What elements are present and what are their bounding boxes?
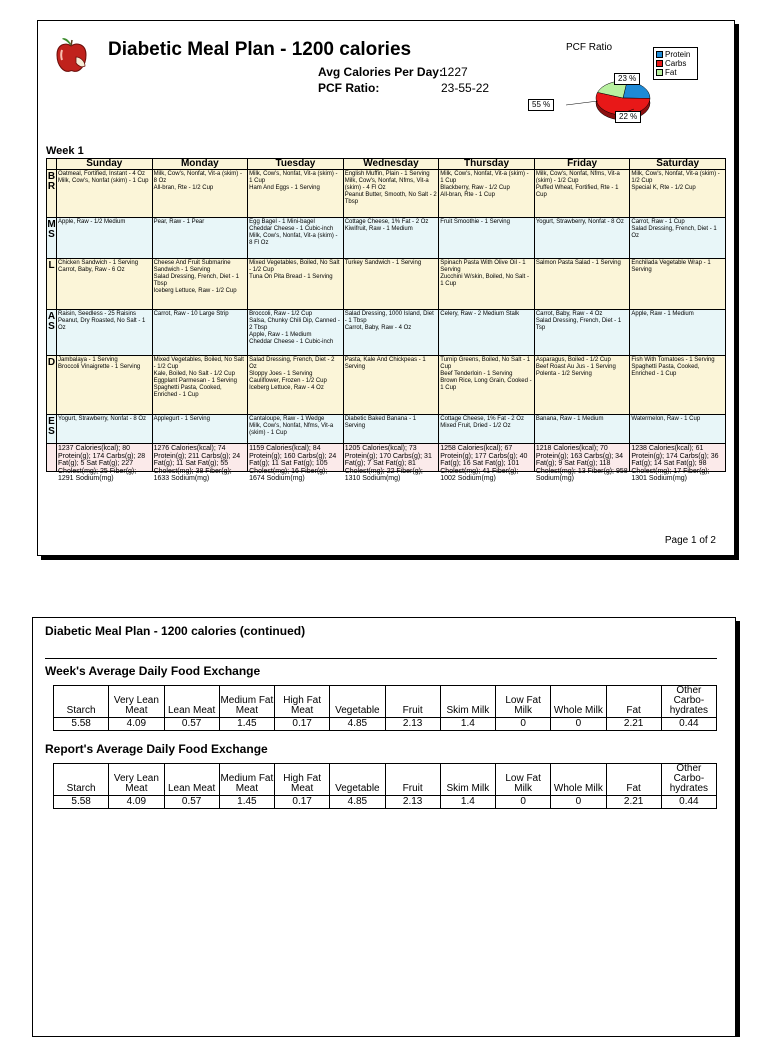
report-exchange-body [54, 764, 717, 809]
food-item: Ham And Eggs - 1 Serving [249, 185, 320, 191]
report-exchange-value-cell: 5.58 [54, 796, 109, 809]
legend-swatch-protein [656, 51, 663, 58]
pcf-chart-title: PCF Ratio [566, 42, 613, 53]
apple-logo-icon [54, 35, 88, 75]
legend-label-carbs: Carbs [665, 59, 687, 68]
meal-cell-sunday [57, 356, 153, 415]
food-item: Peanut, Dry Roasted, No Salt - 1 Oz [58, 318, 146, 331]
day-header-row [47, 159, 726, 170]
food-item: Cottage Cheese, 1% Fat - 2 Oz [440, 416, 524, 422]
week-exchange-header-cell: Low Fat Milk [496, 686, 551, 718]
food-item: Chicken Sandwich - 1 Serving [58, 260, 139, 266]
food-item: Salad Dressing, French, Diet - 1 Oz [631, 226, 717, 239]
food-item: Spinach Pasta With Olive Oil - 1 Serving [440, 260, 526, 273]
report-exchange-value-row [54, 796, 717, 809]
nutrition-totals: 1238 Calories(kcal); 61 Protein(g); 174 Carbs(g); 36 Fat(g); 14 Sat Fat(g); 98 Cholest(mg); 17 Fiber(g); 1301 Sodium(mg) [631, 445, 719, 482]
week-exchange-value-cell: 2.21 [606, 718, 661, 731]
food-item: Brown Rice, Long Grain, Cooked - 1 Cup [440, 378, 532, 391]
day-header-tuesday: Tuesday [248, 159, 344, 170]
food-item: Fish With Tomatoes - 1 Serving [631, 357, 715, 363]
food-item: Cauliflower, Frozen - 1/2 Cup [249, 378, 327, 384]
week-exchange-value-cell: 2.13 [385, 718, 440, 731]
report-exchange-header-cell: Medium Fat Meat [219, 764, 274, 796]
food-item: Milk, Cow's, Nonfat, Vit-a (skim) - 1 Cup [249, 171, 338, 184]
pie-label-carbs: 55 % [528, 99, 554, 111]
meal-cell-friday [534, 356, 630, 415]
food-item: Milk, Cow's, Nonfat, Nfms, Vit-a (skim) - 4 Fl Oz [344, 178, 429, 191]
food-item: All-bran, Rte - 1/2 Cup [153, 185, 214, 191]
food-item: Apple, Raw - 1/2 Medium [58, 219, 126, 225]
food-item: Enchilada Vegetable Wrap - 1 Serving [631, 260, 711, 273]
food-item: Cheese And Fruit Submarine Sandwich - 1 Serving [153, 260, 231, 273]
report-exchange-header-cell: Fruit [385, 764, 440, 796]
food-item: Yogurt, Strawberry, Nonfat - 8 Oz [58, 416, 147, 422]
week-exchange-header-cell: Fat [606, 686, 661, 718]
report-exchange-header-cell: Lean Meat [164, 764, 219, 796]
meal-cell-wednesday [343, 259, 439, 310]
food-item: Spaghetti Pasta, Cooked, Enriched - 1 Cup [631, 364, 700, 377]
food-item: Salad Dressing, French, Diet - 1 Tsp [535, 318, 622, 331]
meal-cell-friday [534, 170, 630, 218]
food-item: Pear, Raw - 1 Pear [153, 219, 205, 225]
meal-code-cell [47, 259, 57, 310]
meal-code-letter: M [47, 219, 56, 230]
meal-cell-thursday [439, 356, 535, 415]
food-item: Puffed Wheat, Fortified, Rte - 1 Cup [535, 185, 619, 198]
meal-code-cell [47, 170, 57, 218]
totals-cell-friday [534, 444, 630, 482]
food-item: Kale, Boiled, No Salt - 1/2 Cup [153, 371, 235, 377]
report-exchange-header-cell: Skim Milk [440, 764, 495, 796]
food-item: Turnip Greens, Boiled, No Salt - 1 Cup [440, 357, 531, 370]
meal-cell-saturday [630, 218, 726, 259]
food-item: Pasta, Kale And Chickpeas - 1 Serving [344, 357, 426, 370]
report-exchange-title: Report's Average Daily Food Exchange [45, 742, 268, 756]
food-item: Diabetic Baked Banana - 1 Serving [344, 416, 417, 429]
meal-cell-thursday [439, 259, 535, 310]
report-exchange-header-row [54, 764, 717, 796]
divider [45, 658, 717, 659]
meal-cell-monday [152, 259, 248, 310]
meal-code-letter: D [47, 357, 56, 368]
report-page-2 [32, 617, 736, 1037]
meal-cell-friday [534, 310, 630, 356]
nutrition-totals: 1237 Calories(kcal); 80 Protein(g); 174 Carbs(g); 28 Fat(g); 5 Sat Fat(g); 227 Cholest(mg); 25 Fiber(g); 1291 Sodium(mg) [58, 445, 146, 482]
meal-cell-friday [534, 415, 630, 444]
food-item: Eggplant Parmesan - 1 Serving [153, 378, 237, 384]
week-exchange-value-cell: 5.58 [54, 718, 109, 731]
meal-code-letter: S [48, 426, 55, 437]
meal-cell-monday [152, 415, 248, 444]
food-item: Cantaloupe, Raw - 1 Wedge [249, 416, 325, 422]
week-exchange-header-cell: Lean Meat [164, 686, 219, 718]
meal-cell-tuesday [248, 415, 344, 444]
meal-cell-tuesday [248, 356, 344, 415]
food-item: Carrot, Baby, Raw - 4 Oz [535, 311, 603, 317]
report-exchange-header-cell: Whole Milk [551, 764, 606, 796]
meal-code-cell [47, 218, 57, 259]
meal-code-letter: B [47, 171, 56, 182]
report-exchange-value-cell: 0.57 [164, 796, 219, 809]
meal-cell-wednesday [343, 170, 439, 218]
food-item: Salmon Pasta Salad - 1 Serving [535, 260, 621, 266]
totals-cell-saturday [630, 444, 726, 482]
week-exchange-title: Week's Average Daily Food Exchange [45, 664, 261, 678]
week-exchange-header-row [54, 686, 717, 718]
legend-item-protein [656, 50, 695, 59]
day-header-thursday: Thursday [439, 159, 535, 170]
week-exchange-header-cell: Vegetable [330, 686, 385, 718]
food-item: Salad Dressing, French, Diet - 2 Oz [249, 357, 335, 370]
food-item: Banana, Raw - 1 Medium [535, 416, 604, 422]
week-exchange-header-cell: Very Lean Meat [109, 686, 164, 718]
food-item: Celery, Raw - 2 Medium Stalk [440, 311, 520, 317]
food-item: Zucchini W/skin, Boiled, No Salt - 1 Cup [440, 274, 529, 287]
week-exchange-value-cell: 1.4 [440, 718, 495, 731]
food-item: Iceberg Lettuce, Raw - 1/2 Cup [153, 288, 237, 294]
totals-cell-tuesday [248, 444, 344, 482]
week-exchange-value-cell: 1.45 [219, 718, 274, 731]
report-exchange-value-cell: 4.09 [109, 796, 164, 809]
week-exchange-header-cell: Starch [54, 686, 109, 718]
food-item: Broccoli Vinaigrette - 1 Serving [58, 364, 141, 370]
meal-cell-monday [152, 356, 248, 415]
avg-calories-label: Avg Calories Per Day: [318, 65, 443, 79]
food-item: Milk, Cow's, Nonfat, Vit-a (skim) - 1 Cup [440, 171, 529, 184]
report-exchange-value-cell: 1.4 [440, 796, 495, 809]
report-exchange-header-cell: Other Carbo-hydrates [661, 764, 716, 796]
week-exchange-value-cell: 0 [551, 718, 606, 731]
week-exchange-value-cell: 0.57 [164, 718, 219, 731]
report-exchange-header-cell: High Fat Meat [275, 764, 330, 796]
day-header-friday: Friday [534, 159, 630, 170]
meal-cell-friday [534, 259, 630, 310]
meal-plan-table [46, 158, 726, 482]
day-header-sunday: Sunday [57, 159, 153, 170]
food-item: Tuna On Pita Bread - 1 Serving [249, 274, 333, 280]
week-exchange-value-cell: 4.85 [330, 718, 385, 731]
week-exchange-header-cell: Other Carbo-hydrates [661, 686, 716, 718]
report-exchange-header-cell: Fat [606, 764, 661, 796]
food-item: Iceberg Lettuce, Raw - 4 Oz [249, 385, 324, 391]
meal-cell-saturday [630, 170, 726, 218]
legend-label-fat: Fat [665, 68, 677, 77]
food-item: Fruit Smoothie - 1 Serving [440, 219, 510, 225]
meal-row [47, 218, 726, 259]
week-exchange-header-cell: Whole Milk [551, 686, 606, 718]
food-item: Milk, Cow's, Nonfat, Vit-a (skim) - 8 Oz [153, 171, 242, 184]
report-exchange-value-cell: 1.45 [219, 796, 274, 809]
week-exchange-body [54, 686, 717, 731]
pie-leader-line [566, 101, 598, 105]
food-item: Oatmeal, Fortified, Instant - 4 Oz [58, 171, 146, 177]
meal-cell-saturday [630, 310, 726, 356]
meal-cell-tuesday [248, 170, 344, 218]
food-item: Carrot, Raw - 10 Large Strip [153, 311, 229, 317]
food-item: Peanut Butter, Smooth, No Salt - 2 Tbsp [344, 192, 437, 205]
report-exchange-table [53, 763, 717, 809]
page2-title: Diabetic Meal Plan - 1200 calories (continued) [45, 624, 306, 638]
meal-cell-thursday [439, 170, 535, 218]
meal-cell-wednesday [343, 356, 439, 415]
week-label: Week 1 [46, 145, 84, 157]
pcf-legend [653, 47, 698, 80]
food-item: Spaghetti Pasta, Cooked, Enriched - 1 Cup [153, 385, 222, 398]
report-exchange-header-cell: Low Fat Milk [496, 764, 551, 796]
totals-cell-thursday [439, 444, 535, 482]
week-exchange-value-cell: 0.17 [275, 718, 330, 731]
food-item: Jambalaya - 1 Serving [58, 357, 118, 363]
meal-code-cell [47, 356, 57, 415]
day-header-wednesday: Wednesday [343, 159, 439, 170]
food-item: Raisin, Seedless - 25 Raisins [58, 311, 137, 317]
meal-cell-monday [152, 310, 248, 356]
meal-cell-tuesday [248, 259, 344, 310]
legend-item-carbs [656, 59, 695, 68]
corner-cell [47, 159, 57, 170]
meal-cell-friday [534, 218, 630, 259]
report-exchange-value-cell: 2.13 [385, 796, 440, 809]
meal-cell-sunday [57, 259, 153, 310]
week-exchange-header-cell: Medium Fat Meat [219, 686, 274, 718]
meal-code-letter: E [48, 416, 55, 427]
food-item: Asparagus, Boiled - 1/2 Cup [535, 357, 611, 363]
meal-code-letter: S [48, 229, 55, 240]
pcf-ratio-label: PCF Ratio: [318, 81, 380, 95]
meal-code-letter: A [47, 311, 56, 322]
report-exchange-header-cell: Starch [54, 764, 109, 796]
report-exchange-header-cell: Very Lean Meat [109, 764, 164, 796]
day-header-saturday: Saturday [630, 159, 726, 170]
food-item: Carrot, Baby, Raw - 6 Oz [58, 267, 125, 273]
food-item: Mixed Fruit, Dried - 1/2 Oz [440, 423, 511, 429]
food-item: Carrot, Raw - 1 Cup [631, 219, 685, 225]
food-item: Milk, Cow's, Nonfat (skim) - 1 Cup [58, 178, 149, 184]
meal-row [47, 356, 726, 415]
meal-cell-saturday [630, 415, 726, 444]
week-exchange-value-cell: 4.09 [109, 718, 164, 731]
page-title: Diabetic Meal Plan - 1200 calories [108, 39, 412, 60]
food-item: Cheddar Cheese - 1 Cubic-inch [249, 339, 334, 345]
page-number: Page 1 of 2 [664, 535, 716, 546]
meal-code-cell [47, 415, 57, 444]
food-item: Yogurt, Strawberry, Nonfat - 8 Oz [535, 219, 624, 225]
meal-row [47, 310, 726, 356]
food-item: Cottage Cheese, 1% Fat - 2 Oz [344, 219, 429, 225]
meal-cell-thursday [439, 415, 535, 444]
meal-cell-thursday [439, 218, 535, 259]
food-item: Blackberry, Raw - 1/2 Cup [440, 185, 510, 191]
food-item: Milk, Cow's, Nonfat, Nfms, Vit-a (skim) - 1/2 Cup [535, 171, 620, 184]
meal-cell-saturday [630, 259, 726, 310]
legend-item-fat [656, 68, 695, 77]
report-exchange-value-cell: 4.85 [330, 796, 385, 809]
food-item: Milk, Cow's, Nonfat, Nfms, Vit-a (skim) - 1 Cup [249, 423, 334, 436]
report-exchange-value-cell: 2.21 [606, 796, 661, 809]
meal-row [47, 415, 726, 444]
week-exchange-value-row [54, 718, 717, 731]
nutrition-totals: 1276 Calories(kcal); 74 Protein(g); 211 Carbs(g); 24 Fat(g); 11 Sat Fat(g); 55 Cholest(mg); 38 Fiber(g); 1633 Sodium(mg) [153, 445, 241, 482]
food-item: Cheddar Cheese - 1 Cubic-inch [249, 226, 334, 232]
food-item: Salad Dressing, French, Diet - 1 Tbsp [153, 274, 239, 287]
meal-cell-sunday [57, 415, 153, 444]
day-header-monday: Monday [152, 159, 248, 170]
meal-cell-sunday [57, 218, 153, 259]
food-item: Special K, Rte - 1/2 Cup [631, 185, 696, 191]
meal-cell-monday [152, 170, 248, 218]
totals-cell-wednesday [343, 444, 439, 482]
food-item: Polenta - 1/2 Serving [535, 371, 592, 377]
food-item: Beef Tenderloin - 1 Serving [440, 371, 513, 377]
food-item: Mixed Vegetables, Boiled, No Salt - 1/2 Cup [249, 260, 340, 273]
meal-cell-wednesday [343, 218, 439, 259]
totals-code-cell [47, 444, 57, 472]
nutrition-totals: 1159 Calories(kcal); 84 Protein(g); 160 Carbs(g); 24 Fat(g); 11 Sat Fat(g); 105 Cholest(mg); 16 Fiber(g); 1674 Sodium(mg) [249, 445, 337, 482]
week-exchange-header-cell: High Fat Meat [275, 686, 330, 718]
food-item: All-bran, Rte - 1 Cup [440, 192, 495, 198]
food-item: Salsa, Chunky Chili Dip, Canned - 2 Tbsp [249, 318, 340, 331]
food-item: Milk, Cow's, Nonfat, Vit-a (skim) - 8 Fl Oz [249, 233, 338, 246]
totals-cell-sunday [57, 444, 153, 482]
pie-label-fat: 22 % [615, 111, 641, 123]
meal-cell-thursday [439, 310, 535, 356]
meal-code-letter: S [48, 321, 55, 332]
legend-swatch-fat [656, 69, 663, 76]
food-item: Milk, Cow's, Nonfat, Vit-a (skim) - 1/2 Cup [631, 171, 720, 184]
report-exchange-value-cell: 0.44 [661, 796, 716, 809]
food-item: Mixed Vegetables, Boiled, No Salt - 1/2 Cup [153, 357, 244, 370]
food-item: Sloppy Joes - 1 Serving [249, 371, 313, 377]
totals-row [47, 444, 726, 472]
report-exchange-value-cell: 0 [551, 796, 606, 809]
food-item: Salad Dressing, 1000 Island, Diet - 1 Tbsp [344, 311, 434, 324]
meal-code-cell [47, 310, 57, 356]
pie-label-protein: 23 % [614, 73, 640, 85]
avg-calories-value: 1227 [441, 65, 468, 79]
week-exchange-value-cell: 0.44 [661, 718, 716, 731]
meal-cell-wednesday [343, 415, 439, 444]
food-item: Carrot, Baby, Raw - 4 Oz [344, 325, 412, 331]
meal-cell-tuesday [248, 218, 344, 259]
meal-cell-sunday [57, 170, 153, 218]
meal-cell-monday [152, 218, 248, 259]
legend-label-protein: Protein [665, 50, 691, 59]
nutrition-totals: 1218 Calories(kcal); 70 Protein(g); 163 Carbs(g); 34 Fat(g); 9 Sat Fat(g); 118 Cholest(mg); 13 Fiber(g); 958 Sodium(mg) [535, 445, 628, 482]
food-item: Apple, Raw - 1 Medium [249, 332, 312, 338]
meal-code-letter: L [48, 260, 55, 271]
week-exchange-table [53, 685, 717, 731]
totals-cell-monday [152, 444, 248, 482]
meal-cell-tuesday [248, 310, 344, 356]
report-exchange-value-cell: 0 [496, 796, 551, 809]
legend-swatch-carbs [656, 60, 663, 67]
week-exchange-header-cell: Fruit [385, 686, 440, 718]
meal-row [47, 259, 726, 310]
nutrition-totals: 1205 Calories(kcal); 73 Protein(g); 170 Carbs(g); 31 Fat(g); 7 Sat Fat(g); 81 Cholest(mg); 22 Fiber(g); 1310 Sodium(mg) [344, 445, 432, 482]
meal-cell-saturday [630, 356, 726, 415]
meal-cell-sunday [57, 310, 153, 356]
food-item: English Muffin, Plain - 1 Serving [344, 171, 430, 177]
report-exchange-header-cell: Vegetable [330, 764, 385, 796]
week-exchange-header-cell: Skim Milk [440, 686, 495, 718]
food-item: Egg Bagel - 1 Mini-bagel [249, 219, 315, 225]
pcf-ratio-value: 23-55-22 [441, 81, 490, 95]
food-item: Turkey Sandwich - 1 Serving [344, 260, 422, 266]
food-item: Apple, Raw - 1 Medium [631, 311, 694, 317]
food-item: Applegurt - 1 Serving [153, 416, 210, 422]
food-item: Beef Roast Au Jus - 1 Serving [535, 364, 616, 370]
report-exchange-value-cell: 0.17 [275, 796, 330, 809]
report-page-1 [37, 20, 735, 556]
meal-table-body [47, 170, 726, 482]
meal-cell-wednesday [343, 310, 439, 356]
week-exchange-value-cell: 0 [496, 718, 551, 731]
food-item: Kiwifruit, Raw - 1 Medium [344, 226, 413, 232]
meal-row [47, 170, 726, 218]
food-item: Watermelon, Raw - 1 Cup [631, 416, 701, 422]
food-item: Broccoli, Raw - 1/2 Cup [249, 311, 313, 317]
nutrition-totals: 1258 Calories(kcal); 67 Protein(g); 177 Carbs(g); 40 Fat(g); 16 Sat Fat(g); 101 Cholest(mg); 41 Fiber(g); 1002 Sodium(mg) [440, 445, 528, 482]
meal-code-letter: R [47, 181, 56, 192]
